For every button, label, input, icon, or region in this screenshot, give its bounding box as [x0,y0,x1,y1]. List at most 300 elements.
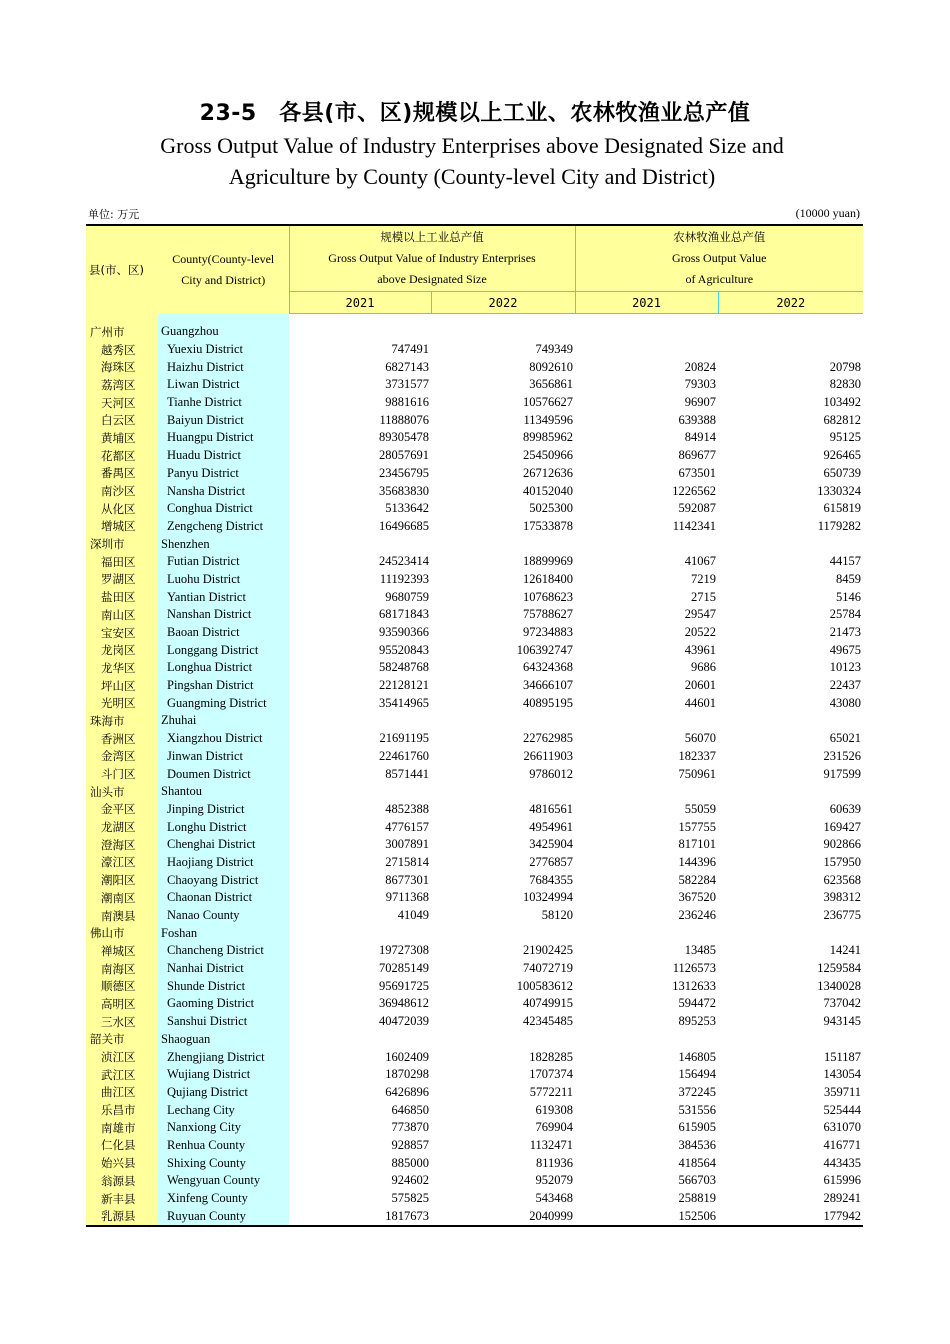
industry-2022-value [431,712,575,730]
region-name-en: Baoan District [158,624,289,642]
agriculture-2021-value: 79303 [684,377,717,392]
page-title-chinese: 23-5 各县(市、区)规模以上工业、农林牧渔业总产值 [199,101,751,126]
table-row [86,1066,863,1084]
region-name-en: Luohu District [158,571,289,589]
agriculture-2022-value: 289241 [823,1191,862,1206]
industry-2021-value: 22128121 [379,678,429,693]
city-header-row [86,924,863,942]
output-value-table [86,224,863,1227]
industry-2022-value: 5025300 [529,501,574,516]
agriculture-2021-value: 817101 [678,837,717,852]
region-name-en: Shunde District [158,977,289,995]
region-name-cn: 黄埔区 [86,429,158,447]
region-name-cn: 南山区 [86,606,158,624]
agriculture-2021-value: 1312633 [672,978,717,993]
industry-2022-value: 74072719 [523,961,574,976]
table-row [86,1013,863,1031]
agriculture-2022-value: 103492 [823,395,862,410]
region-name-cn: 广州市 [86,323,158,341]
agriculture-2022-value: 631070 [823,1120,862,1135]
industry-2022-value: 4954961 [529,819,574,834]
region-name-cn: 浈江区 [86,1048,158,1066]
region-name-en: Longgang District [158,641,289,659]
region-name-cn: 荔湾区 [86,376,158,394]
agriculture-2021-value: 156494 [678,1067,717,1082]
agriculture-2022-value: 682812 [823,412,862,427]
region-name-en: Doumen District [158,765,289,783]
region-name-cn: 龙华区 [86,659,158,677]
header-industry-year-2022: 2022 [431,292,575,314]
agriculture-2021-value: 582284 [678,872,717,887]
header-industry-en1: Gross Output Value of Industry Enterprises [328,251,536,265]
industry-2021-value: 2715814 [385,854,429,869]
agriculture-2022-value: 236775 [823,908,862,923]
industry-2021-value [289,535,431,553]
region-name-cn: 潮阳区 [86,871,158,889]
table-row [86,1207,863,1226]
region-name-cn: 天河区 [86,394,158,412]
city-header-row [86,712,863,730]
table-row [86,977,863,995]
region-name-cn: 龙岗区 [86,641,158,659]
region-name-cn: 龙湖区 [86,818,158,836]
agriculture-2021-value [575,924,718,942]
spacer-cell [575,314,718,324]
agriculture-2022-value [718,712,863,730]
region-name-cn: 南沙区 [86,482,158,500]
region-name-en: Xinfeng County [158,1190,289,1208]
table-row [86,677,863,695]
header-agriculture-year-2022: 2022 [718,292,863,314]
table-header [86,225,863,314]
agriculture-2021-value: 236246 [678,908,717,923]
region-name-en: Shixing County [158,1154,289,1172]
region-name-en: Zhengjiang District [158,1048,289,1066]
agriculture-2022-value: 615996 [823,1173,862,1188]
region-name-en: Nanao County [158,907,289,925]
table-row [86,429,863,447]
spacer-cell [86,314,158,324]
header-county-en-line2: City and District) [181,272,266,287]
agriculture-2021-value: 9686 [691,660,717,675]
region-name-cn: 金湾区 [86,748,158,766]
industry-2022-value: 17533878 [523,518,574,533]
agriculture-2021-value: 182337 [678,748,717,763]
table-row [86,836,863,854]
industry-2022-value: 40749915 [523,996,574,1011]
industry-2021-value: 36948612 [379,996,429,1011]
table-row [86,1190,863,1208]
region-name-en: Haojiang District [158,854,289,872]
table-row [86,889,863,907]
industry-2021-value: 924602 [391,1173,429,1188]
region-name-en: Shantou [158,783,289,801]
industry-2021-value: 95691725 [379,978,429,993]
region-name-en: Huadu District [158,447,289,465]
agriculture-2021-value: 639388 [678,412,717,427]
table-row [86,765,863,783]
region-name-cn: 高明区 [86,995,158,1013]
agriculture-2022-value: 21473 [829,625,862,640]
agriculture-2021-value: 258819 [678,1191,717,1206]
table-row [86,659,863,677]
industry-2021-value: 35414965 [379,695,429,710]
region-name-en: Longhu District [158,818,289,836]
spacer-cell [289,314,431,324]
region-name-en: Haizhu District [158,358,289,376]
agriculture-2022-value: 1330324 [817,483,862,498]
region-name-en: Sanshui District [158,1013,289,1031]
agriculture-2021-value: 418564 [678,1155,717,1170]
agriculture-2022-value [718,783,863,801]
industry-2022-value: 40152040 [523,483,574,498]
agriculture-2021-value: 750961 [678,766,717,781]
industry-2021-value [289,924,431,942]
table-row [86,358,863,376]
header-agriculture-group [575,225,863,292]
industry-2021-value: 3007891 [385,837,429,852]
agriculture-2021-value [575,323,718,341]
industry-2022-value: 3425904 [529,837,574,852]
agriculture-2022-value: 525444 [823,1102,862,1117]
agriculture-2022-value [718,1031,863,1049]
industry-2022-value: 1828285 [529,1049,574,1064]
industry-2021-value: 89305478 [379,430,429,445]
industry-2021-value: 58248768 [379,660,429,675]
industry-2022-value: 9786012 [529,766,574,781]
industry-2021-value [289,323,431,341]
agriculture-2021-value [575,535,718,553]
table-row [86,1048,863,1066]
agriculture-2021-value: 43961 [684,642,717,657]
agriculture-2021-value: 1126573 [672,961,717,976]
region-name-cn: 金平区 [86,801,158,819]
agriculture-2021-value: 2715 [691,589,717,604]
table-row [86,1119,863,1137]
industry-2022-value: 1707374 [529,1067,574,1082]
region-name-en: Wujiang District [158,1066,289,1084]
region-name-cn: 深圳市 [86,535,158,553]
region-name-cn: 盐田区 [86,588,158,606]
agriculture-2021-value: 594472 [678,996,717,1011]
agriculture-2021-value: 895253 [678,1014,717,1029]
agriculture-2021-value [575,712,718,730]
industry-2022-value: 26611903 [523,748,574,763]
region-name-en: Tianhe District [158,394,289,412]
spacer-cell [158,314,289,324]
agriculture-2021-value: 869677 [678,448,717,463]
page-title-english-line2: Agriculture by County (County-level City and District) [228,164,716,189]
industry-2022-value: 10768623 [523,589,574,604]
table-row [86,942,863,960]
agriculture-2021-value: 1226562 [672,483,717,498]
agriculture-2022-value [718,535,863,553]
agriculture-2022-value: 231526 [823,748,862,763]
agriculture-2021-value: 1142341 [672,518,717,533]
agriculture-2022-value [718,341,863,359]
industry-2021-value: 19727308 [379,943,429,958]
region-name-en: Guangming District [158,694,289,712]
header-agriculture-en1: Gross Output Value [672,251,767,265]
agriculture-2022-value: 49675 [829,642,862,657]
agriculture-2021-value: 41067 [684,554,717,569]
region-name-en: Wengyuan County [158,1172,289,1190]
table-row [86,553,863,571]
table-row [86,571,863,589]
table-row [86,341,863,359]
agriculture-2021-value: 84914 [684,430,717,445]
industry-2022-value: 42345485 [523,1014,574,1029]
agriculture-2022-value: 151187 [823,1049,862,1064]
agriculture-2022-value: 60639 [829,801,862,816]
table-row [86,588,863,606]
industry-2022-value: 11349596 [523,412,574,427]
region-name-cn: 福田区 [86,553,158,571]
agriculture-2022-value: 416771 [823,1137,862,1152]
region-name-en: Jinping District [158,801,289,819]
agriculture-2022-value: 22437 [829,678,862,693]
agriculture-2021-value: 20824 [684,359,717,374]
industry-2021-value: 9711368 [385,890,429,905]
region-name-en: Chaonan District [158,889,289,907]
table-row [86,1172,863,1190]
region-name-en: Nansha District [158,482,289,500]
industry-2021-value: 22461760 [379,748,429,763]
table-row [86,411,863,429]
table-row [86,871,863,889]
industry-2022-value: 58120 [541,908,574,923]
industry-2021-value: 68171843 [379,607,429,622]
page-title-english-line1: Gross Output Value of Industry Enterprises above Designated Size and [160,133,784,158]
header-agriculture-year-2021: 2021 [575,292,718,314]
region-name-cn: 光明区 [86,694,158,712]
industry-2022-value: 64324368 [523,660,574,675]
region-name-cn: 花都区 [86,447,158,465]
region-name-cn: 增城区 [86,518,158,536]
region-name-en: Pingshan District [158,677,289,695]
city-header-row [86,535,863,553]
industry-2021-value: 9881616 [385,395,429,410]
agriculture-2022-value: 398312 [823,890,862,905]
region-name-en: Futian District [158,553,289,571]
table-row [86,624,863,642]
table-row [86,854,863,872]
agriculture-2021-value: 29547 [684,607,717,622]
agriculture-2022-value: 95125 [829,430,862,445]
header-county-en [158,225,289,314]
agriculture-2021-value: 531556 [678,1102,717,1117]
agriculture-2022-value: 157950 [823,854,862,869]
table-body [86,314,863,1227]
agriculture-2021-value: 384536 [678,1137,717,1152]
industry-2021-value [289,1031,431,1049]
region-name-en: Gaoming District [158,995,289,1013]
industry-2022-value: 769904 [535,1120,574,1135]
region-name-cn: 澄海区 [86,836,158,854]
industry-2022-value: 26712636 [523,465,574,480]
agriculture-2021-value: 55059 [684,801,717,816]
agriculture-2021-value: 13485 [684,943,717,958]
industry-2021-value: 24523414 [379,554,429,569]
industry-2021-value: 575825 [391,1191,429,1206]
table-row [86,995,863,1013]
table-row [86,960,863,978]
industry-2021-value: 885000 [391,1155,429,1170]
agriculture-2021-value: 157755 [678,819,717,834]
agriculture-2021-value [575,783,718,801]
agriculture-2021-value [575,341,718,359]
region-name-cn: 香洲区 [86,730,158,748]
agriculture-2022-value: 14241 [829,943,862,958]
industry-2022-value: 5772211 [529,1084,574,1099]
agriculture-2022-value: 1259584 [817,961,862,976]
region-name-en: Shaoguan [158,1031,289,1049]
region-name-en: Conghua District [158,500,289,518]
agriculture-2021-value: 56070 [684,731,717,746]
header-industry-year-2021: 2021 [289,292,431,314]
table-row [86,465,863,483]
industry-2021-value: 4776157 [385,819,429,834]
region-name-en: Liwan District [158,376,289,394]
industry-2022-value: 7684355 [529,872,574,887]
region-name-en: Baiyun District [158,411,289,429]
region-name-en: Zhuhai [158,712,289,730]
unit-label-english: (10000 yuan) [795,206,860,220]
industry-2022-value: 100583612 [516,978,574,993]
industry-2022-value: 25450966 [523,448,574,463]
industry-2021-value: 35683830 [379,483,429,498]
industry-2021-value: 23456795 [379,465,429,480]
industry-2021-value: 40472039 [379,1014,429,1029]
region-name-cn: 番禺区 [86,465,158,483]
region-name-cn: 南澳县 [86,907,158,925]
region-name-en: Nanhai District [158,960,289,978]
agriculture-2022-value [718,323,863,341]
industry-2021-value [289,712,431,730]
table-row [86,1154,863,1172]
industry-2021-value: 8677301 [385,872,429,887]
region-name-cn: 南雄市 [86,1119,158,1137]
agriculture-2022-value: 443435 [823,1155,862,1170]
region-name-cn: 乳源县 [86,1207,158,1226]
industry-2022-value: 749349 [535,342,574,357]
header-county-en-line1: County(County-level [172,251,275,266]
table-row [86,801,863,819]
region-name-en: Chaoyang District [158,871,289,889]
agriculture-2022-value: 43080 [829,695,862,710]
region-name-en: Xiangzhou District [158,730,289,748]
region-name-cn: 禅城区 [86,942,158,960]
region-name-cn: 新丰县 [86,1190,158,1208]
industry-2021-value: 9680759 [385,589,429,604]
region-name-cn: 斗门区 [86,765,158,783]
agriculture-2022-value: 917599 [823,766,862,781]
region-name-en: Shenzhen [158,535,289,553]
agriculture-2022-value: 143054 [823,1067,862,1082]
industry-2021-value: 4852388 [385,801,429,816]
industry-2021-value: 1602409 [385,1049,429,1064]
region-name-cn: 宝安区 [86,624,158,642]
table-row [86,606,863,624]
industry-2022-value [431,783,575,801]
agriculture-2022-value: 20798 [829,359,862,374]
industry-2022-value: 619308 [535,1102,574,1117]
industry-2022-value: 22762985 [523,731,574,746]
region-name-en: Nanshan District [158,606,289,624]
industry-2022-value: 97234883 [523,625,574,640]
region-name-en: Zengcheng District [158,518,289,536]
region-name-cn: 珠海市 [86,712,158,730]
spacer-cell [718,314,863,324]
industry-2021-value: 95520843 [379,642,429,657]
table-row [86,394,863,412]
agriculture-2022-value: 65021 [829,731,862,746]
industry-2021-value: 6426896 [385,1084,429,1099]
region-name-cn: 武江区 [86,1066,158,1084]
agriculture-2022-value: 82830 [829,377,862,392]
agriculture-2021-value: 566703 [678,1173,717,1188]
agriculture-2022-value: 177942 [718,1207,863,1226]
region-name-cn: 曲江区 [86,1084,158,1102]
industry-2021-value: 1817673 [289,1207,431,1226]
header-agriculture-cn: 农林牧渔业总产值 [673,230,766,244]
agriculture-2022-value: 623568 [823,872,862,887]
agriculture-2021-value: 615905 [678,1120,717,1135]
region-name-cn: 三水区 [86,1013,158,1031]
industry-2021-value: 16496685 [379,518,429,533]
region-name-en: Nanxiong City [158,1119,289,1137]
agriculture-2021-value [575,1031,718,1049]
industry-2022-value: 2776857 [529,854,574,869]
agriculture-2021-value: 20522 [684,625,717,640]
agriculture-2022-value: 8459 [836,571,862,586]
region-name-cn: 白云区 [86,411,158,429]
industry-2022-value: 2040999 [431,1207,575,1226]
agriculture-2021-value: 20601 [684,678,717,693]
region-name-en: Foshan [158,924,289,942]
agriculture-2021-value: 146805 [678,1049,717,1064]
region-name-cn: 翁源县 [86,1172,158,1190]
agriculture-2021-value: 7219 [691,571,717,586]
region-name-en: Yantian District [158,588,289,606]
industry-2022-value: 1132471 [529,1137,574,1152]
industry-2021-value: 1870298 [385,1067,429,1082]
unit-label-chinese: 单位: 万元 [88,208,140,221]
agriculture-2022-value: 926465 [823,448,862,463]
region-name-cn: 仁化县 [86,1137,158,1155]
region-name-cn: 乐昌市 [86,1101,158,1119]
agriculture-2022-value: 25784 [829,607,862,622]
table-row [86,447,863,465]
agriculture-2021-value: 367520 [678,890,717,905]
spacer-cell [431,314,575,324]
industry-2022-value: 21902425 [523,943,574,958]
table-row [86,482,863,500]
industry-2021-value: 11888076 [379,412,429,427]
industry-2022-value: 10324994 [523,890,574,905]
industry-2022-value: 34666107 [523,678,574,693]
industry-2022-value: 75788627 [523,607,574,622]
region-name-cn: 从化区 [86,500,158,518]
header-agriculture-en2: of Agriculture [685,272,754,286]
agriculture-2022-value: 1340028 [817,978,862,993]
header-industry-group [289,225,575,292]
region-name-en: Guangzhou [158,323,289,341]
table-row [86,376,863,394]
industry-2021-value: 3731577 [385,377,429,392]
city-header-row [86,1031,863,1049]
table-row [86,730,863,748]
